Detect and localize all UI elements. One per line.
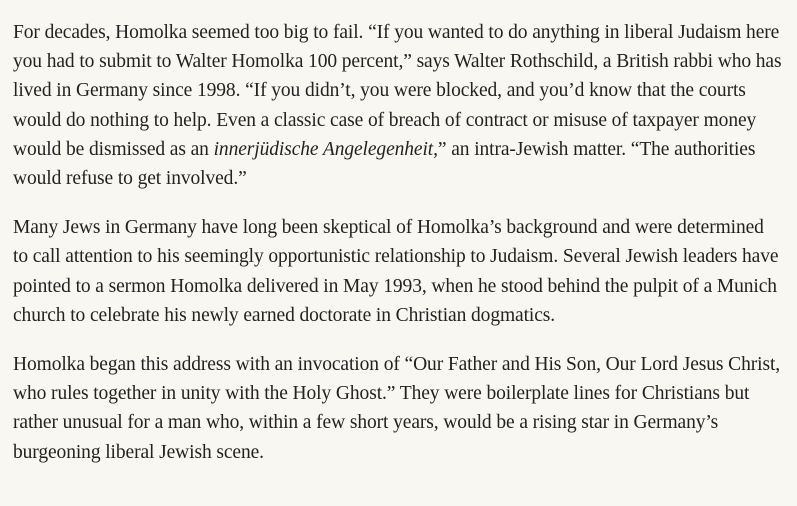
- article-body: [13, 18, 783, 487]
- paragraph-1-text: For decades, Homolka seemed too big to fail. “If you wanted to do anything in liberal Judaism here you had to submit to Walter Homolka 100 percent,” says Walter Rothschild, a British rabbi who has lived in Germany since 1998. “If you didn’t, you were blocked, and you’d know that the courts would do nothing to help. Even a classic case of breach of contract or misuse of taxpayer money would be dismissed as an: [13, 22, 782, 160]
- paragraph-1-italic-term: innerjüdische Angelegenheit,: [213, 138, 438, 160]
- paragraph-1: [13, 18, 783, 193]
- paragraph-2: Many Jews in Germany have long been skeptical of Homolka’s background and were determined to call attention to his seemingly opportunistic relationship to Judaism. Several Jewish leaders have pointed to a sermon Homolka delivered in May 1993, when he stood behind the pulpit of a Munich church to celebrate his newly earned doctorate in Christian dogmatics.: [13, 217, 779, 326]
- paragraph-3: Homolka began this address with an invocation of “Our Father and His Son, Our Lord Jesus Christ, who rules together in unity with the Holy Ghost.” They were boilerplate lines for Christians but rather unusual for a man who, within a few short years, would be a rising star in Germany’s burgeoning liberal Jewish scene.: [13, 354, 781, 463]
- paragraph-1-text-end: ” an intra-Jewish matter. “The authorities would refuse to get involved.”: [13, 138, 756, 190]
